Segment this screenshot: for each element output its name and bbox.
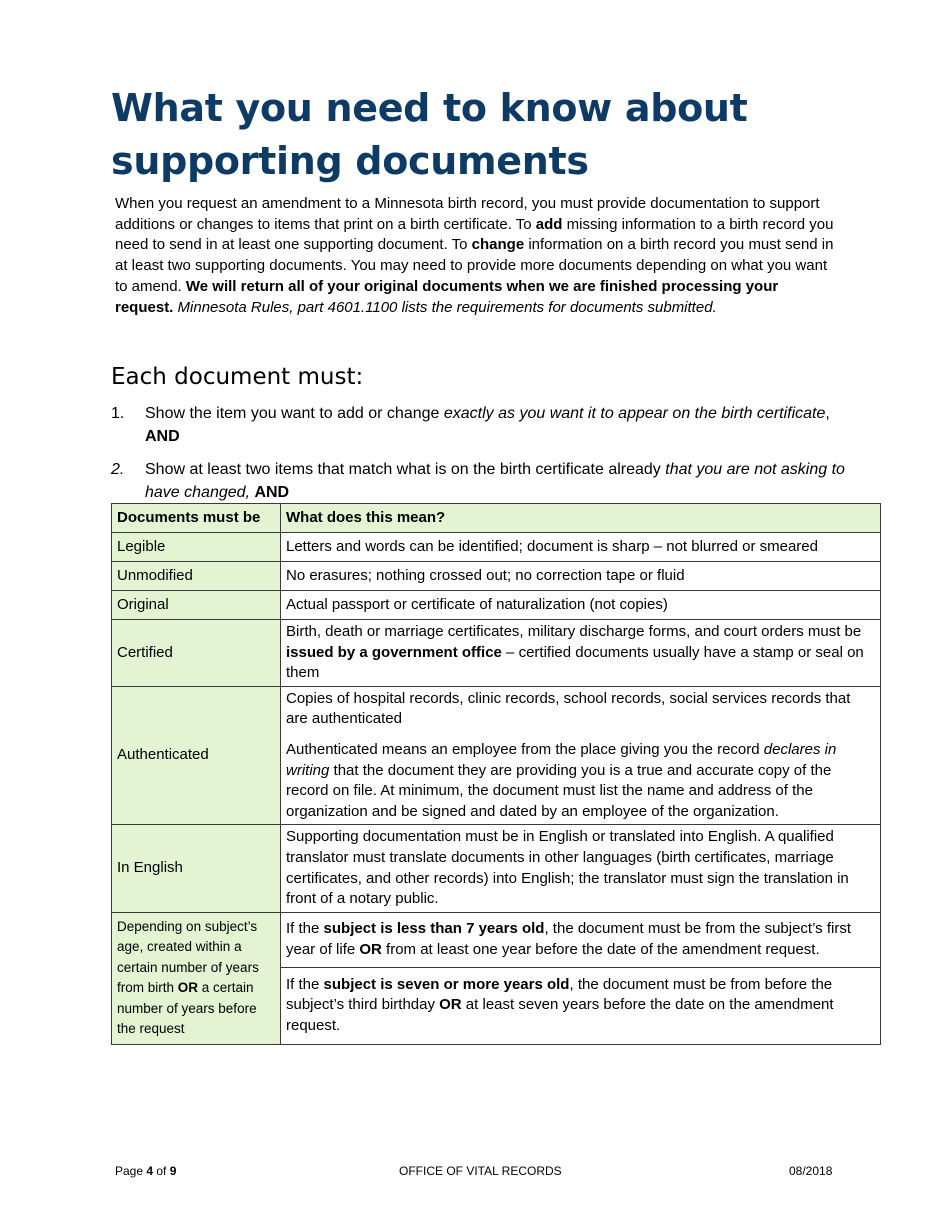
section-heading: Each document must: [111, 364, 364, 390]
cell-bold: OR [439, 996, 462, 1014]
footer-text: of [153, 1164, 170, 1178]
cell-text: that the document they are providing you is a true and accurate copy of the record on file. At minimum, the document must list the name and address of the organization and be signed and dated by an employee of the organization. [286, 761, 832, 820]
cell-text: – certified documents usually have a stamp or seal on them [286, 643, 864, 682]
row-label-legible: Legible [112, 533, 281, 562]
cell-bold: subject is seven or more years old [323, 975, 570, 993]
list-text: , [825, 405, 830, 422]
list-number: 1. [111, 405, 125, 422]
list-italic: that you are not asking to have changed, [145, 461, 845, 501]
row-label-english: In English [112, 825, 281, 912]
intro-bold-add: add [535, 215, 563, 233]
row-desc-english: Supporting documentation must be in English or translated into English. A qualified translator must translate documents in other languages (birth certificates, marriage certificates, and other records) into English; the translator must sign the translation in front of a notary public. [281, 825, 881, 912]
table-header-documents: Documents must be [112, 504, 281, 533]
cell-text: Authenticated means an employee from the place giving you the record [286, 740, 764, 758]
footer-total-pages: 9 [169, 1164, 177, 1178]
list-number: 2. [111, 461, 125, 478]
requirements-list [111, 402, 851, 504]
row-label-certified: Certified [112, 620, 281, 687]
table-row [112, 591, 881, 620]
table-row [112, 686, 881, 825]
intro-italic-rules: Minnesota Rules, part 4601.1100 lists the requirements for documents submitted. [177, 298, 717, 316]
table-row [112, 912, 881, 967]
cell-paragraph: Copies of hospital records, clinic records, school records, social services records that are authenticated [286, 689, 851, 728]
table-header-row [112, 504, 881, 533]
row-label-unmodified: Unmodified [112, 562, 281, 591]
row-label-original: Original [112, 591, 281, 620]
cell-text: a certain number of years before the request [117, 980, 257, 1037]
requirements-table [111, 503, 881, 1045]
intro-text: missing information to a birth record you need to send in at least one supporting document. To [115, 215, 834, 254]
list-text: Show the item you want to add or change [145, 405, 444, 422]
page-title [111, 82, 851, 188]
cell-text: , the document must be from the subject’s first year of life [286, 920, 851, 958]
row-desc-legible: Letters and words can be identified; document is sharp – not blurred or smeared [281, 533, 881, 562]
page-title-line-1: What you need to know about [111, 86, 748, 130]
row-desc-unmodified: No erasures; nothing crossed out; no correction tape or fluid [281, 562, 881, 591]
cell-bold: OR [359, 940, 382, 958]
row-label-age [112, 912, 281, 1044]
table-header-meaning: What does this mean? [281, 504, 881, 533]
row-desc-authenticated [281, 686, 881, 825]
cell-text: at least seven years before the date on the amendment request. [286, 996, 834, 1035]
table-row [112, 825, 881, 912]
list-text: Show at least two items that match what is on the birth certificate already [145, 461, 666, 478]
intro-paragraph [115, 194, 835, 318]
cell-text: If the [286, 920, 324, 938]
cell-text: from at least one year before the date of the amendment request. [381, 940, 820, 958]
intro-bold-return: We will return all of your original documents when we are finished processing your request. [115, 277, 779, 316]
footer-page-number [115, 1163, 176, 1179]
intro-text: information on a birth record you must send in at least two supporting documents. You may need to provide more documents depending on what you want to amend. [115, 236, 834, 295]
cell-text: If the [286, 975, 324, 993]
list-italic: exactly as you want it to appear on the birth certificate [443, 405, 826, 422]
table-row [112, 533, 881, 562]
footer-office: OFFICE OF VITAL RECORDS [399, 1164, 562, 1178]
intro-text: When you request an amendment to a Minnesota birth record, you must provide documentation to support additions or changes to items that print on a birth certificate. To [115, 195, 820, 233]
cell-paragraph [286, 740, 875, 822]
page-title-line-2: supporting documents [111, 139, 589, 183]
intro-bold-change: change [471, 236, 525, 254]
cell-bold: issued by a government office [286, 643, 502, 661]
footer-current-page: 4 [146, 1164, 154, 1178]
row-desc-certified [281, 620, 881, 687]
list-and: AND [145, 428, 180, 445]
row-desc-original: Actual passport or certificate of naturalization (not copies) [281, 591, 881, 620]
footer-date: 08/2018 [789, 1164, 833, 1178]
cell-text: Depending on subject’s age, created within a certain number of years from birth [117, 918, 259, 996]
list-item [111, 458, 851, 504]
footer-text: Page [115, 1164, 147, 1178]
cell-text: , the document must be from before the subject’s third birthday [286, 975, 833, 1014]
cell-bold: subject is less than 7 years old [323, 920, 545, 938]
row-desc-age-under-7 [281, 912, 881, 967]
cell-italic: declares in writing [286, 740, 837, 779]
list-item [111, 402, 851, 448]
table-row [112, 620, 881, 687]
list-and: AND [254, 484, 290, 501]
row-desc-age-7-plus [281, 967, 881, 1044]
cell-text: Birth, death or marriage certificates, military discharge forms, and court orders must be [286, 623, 862, 640]
table-row [112, 562, 881, 591]
cell-bold: OR [177, 980, 199, 996]
row-label-authenticated: Authenticated [112, 686, 281, 825]
